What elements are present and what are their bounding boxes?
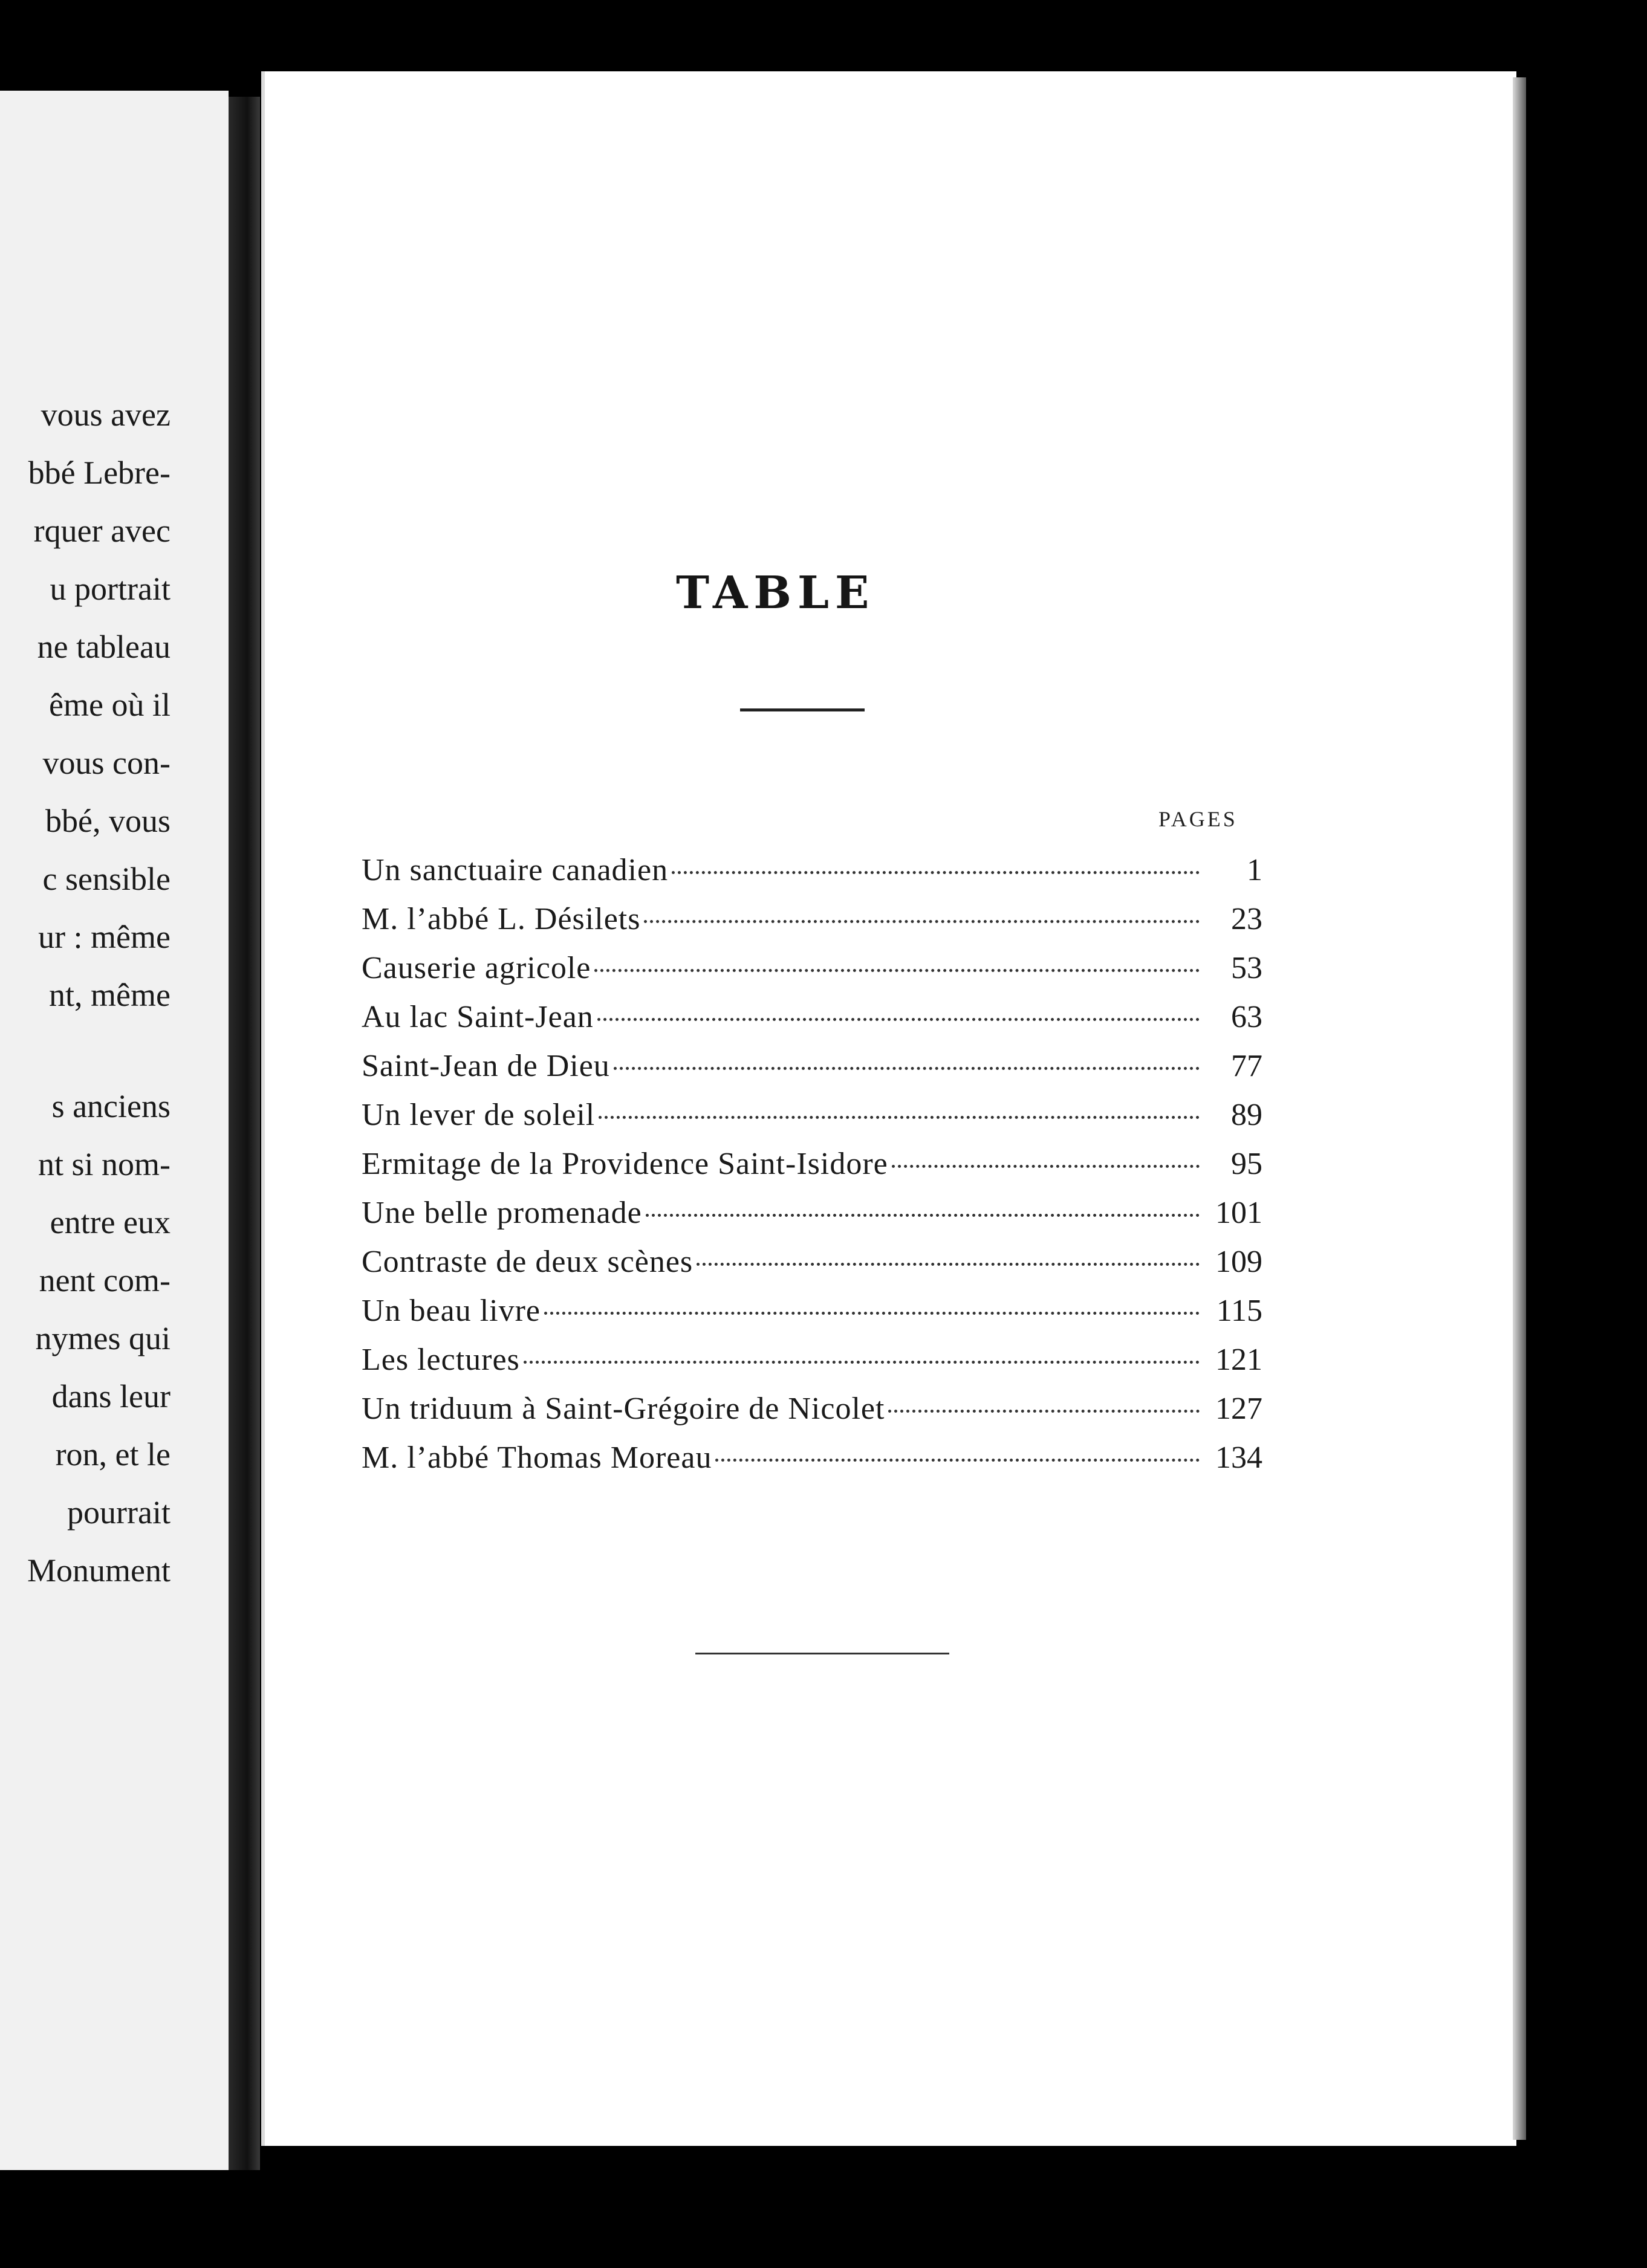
- dot-leader: [599, 1116, 1200, 1119]
- left-page-line: ne tableau: [37, 629, 171, 665]
- toc-entry-title: M. l’abbé Thomas Moreau: [362, 1440, 712, 1475]
- left-page-line: ron, et le: [55, 1436, 171, 1473]
- toc-entry: [362, 1293, 1262, 1342]
- toc-entry: [362, 999, 1262, 1048]
- left-page-line: Monument: [27, 1552, 171, 1589]
- left-page-line: u portrait: [50, 571, 171, 607]
- toc-entry-title: Un beau livre: [362, 1294, 541, 1328]
- book-gutter: [229, 97, 260, 2170]
- toc-entry-page: 121: [1215, 1343, 1262, 1377]
- dot-leader: [892, 1165, 1200, 1168]
- page-edge-shadow: [1513, 77, 1526, 2140]
- previous-page-fragment: [0, 91, 229, 2170]
- toc-entry-title: M. l’abbé L. Désilets: [362, 902, 641, 936]
- toc-entry-page: 101: [1215, 1196, 1262, 1230]
- scan-speck: [1481, 270, 1487, 276]
- toc-entry: [362, 1440, 1262, 1489]
- toc-entry: [362, 852, 1262, 901]
- scan-speck: [1406, 1753, 1414, 1760]
- toc-entry: [362, 1146, 1262, 1195]
- left-page-line: nymes qui: [35, 1320, 171, 1356]
- toc-entry-page: 63: [1231, 1000, 1262, 1034]
- toc-entry-title: Ermitage de la Providence Saint-Isidore: [362, 1147, 888, 1181]
- toc-entry-title: Un sanctuaire canadien: [362, 853, 669, 887]
- pages-column-label: PAGES: [1158, 807, 1238, 831]
- left-page-line: bbé Lebre-: [28, 455, 171, 491]
- toc-entry-page: 77: [1231, 1049, 1262, 1083]
- left-page-line: s anciens: [51, 1088, 171, 1124]
- dot-leader: [594, 969, 1200, 972]
- dot-leader: [697, 1263, 1200, 1266]
- title-divider: [740, 708, 865, 711]
- toc-entry-title: Contraste de deux scènes: [362, 1245, 694, 1279]
- left-page-line: nt, même: [49, 977, 171, 1013]
- dot-leader: [644, 920, 1200, 923]
- left-page-line: ur : même: [38, 919, 171, 955]
- toc-entry-title: Un triduum à Saint-Grégoire de Nicolet: [362, 1392, 885, 1426]
- left-page-line: dans leur: [51, 1378, 171, 1414]
- toc-entry-page: 23: [1231, 902, 1262, 936]
- left-page-line: entre eux: [50, 1204, 171, 1240]
- toc-entry-page: 95: [1231, 1147, 1262, 1181]
- left-page-line: vous con-: [42, 745, 171, 781]
- toc-entry-page: 109: [1215, 1245, 1262, 1279]
- toc-entry-page: 89: [1231, 1098, 1262, 1132]
- dot-leader: [715, 1459, 1200, 1462]
- toc-entry: [362, 1048, 1262, 1097]
- toc-entry-page: 134: [1215, 1440, 1262, 1475]
- dot-leader: [646, 1214, 1200, 1217]
- left-page-line: ême où il: [49, 687, 171, 723]
- toc-entry: [362, 1097, 1262, 1146]
- table-of-contents: [362, 852, 1262, 1489]
- toc-entry: [362, 950, 1262, 999]
- toc-entry: [362, 1342, 1262, 1391]
- toc-entry: [362, 901, 1262, 950]
- left-page-line: rquer avec: [33, 513, 171, 549]
- toc-entry: [362, 1195, 1262, 1244]
- left-page-line: vous avez: [41, 397, 171, 433]
- toc-entry-page: 127: [1215, 1392, 1262, 1426]
- dot-leader: [597, 1018, 1200, 1021]
- toc-entry-title: Une belle promenade: [362, 1196, 642, 1230]
- left-page-line: c sensible: [42, 861, 171, 897]
- toc-entry-title: Les lectures: [362, 1343, 520, 1377]
- toc-entry: [362, 1391, 1262, 1440]
- toc-entry-title: Un lever de soleil: [362, 1098, 596, 1132]
- toc-entry: [362, 1244, 1262, 1293]
- toc-entry-title: Saint-Jean de Dieu: [362, 1049, 610, 1083]
- dot-leader: [888, 1410, 1200, 1413]
- dot-leader: [672, 871, 1200, 874]
- left-page-line: nt si nom-: [37, 1146, 171, 1182]
- end-divider: [695, 1653, 949, 1654]
- dot-leader: [524, 1361, 1200, 1364]
- toc-entry-title: Causerie agricole: [362, 951, 591, 985]
- toc-entry-page: 115: [1216, 1294, 1262, 1328]
- left-page-line: pourrait: [67, 1494, 171, 1531]
- dot-leader: [614, 1067, 1200, 1070]
- toc-entry-page: 53: [1231, 951, 1262, 985]
- toc-entry-page: 1: [1247, 853, 1262, 887]
- left-page-line: nent com-: [39, 1262, 171, 1298]
- dot-leader: [544, 1312, 1200, 1315]
- toc-entry-title: Au lac Saint-Jean: [362, 1000, 594, 1034]
- left-page-line: bbé, vous: [45, 803, 171, 839]
- page-title: TABLE: [676, 567, 875, 619]
